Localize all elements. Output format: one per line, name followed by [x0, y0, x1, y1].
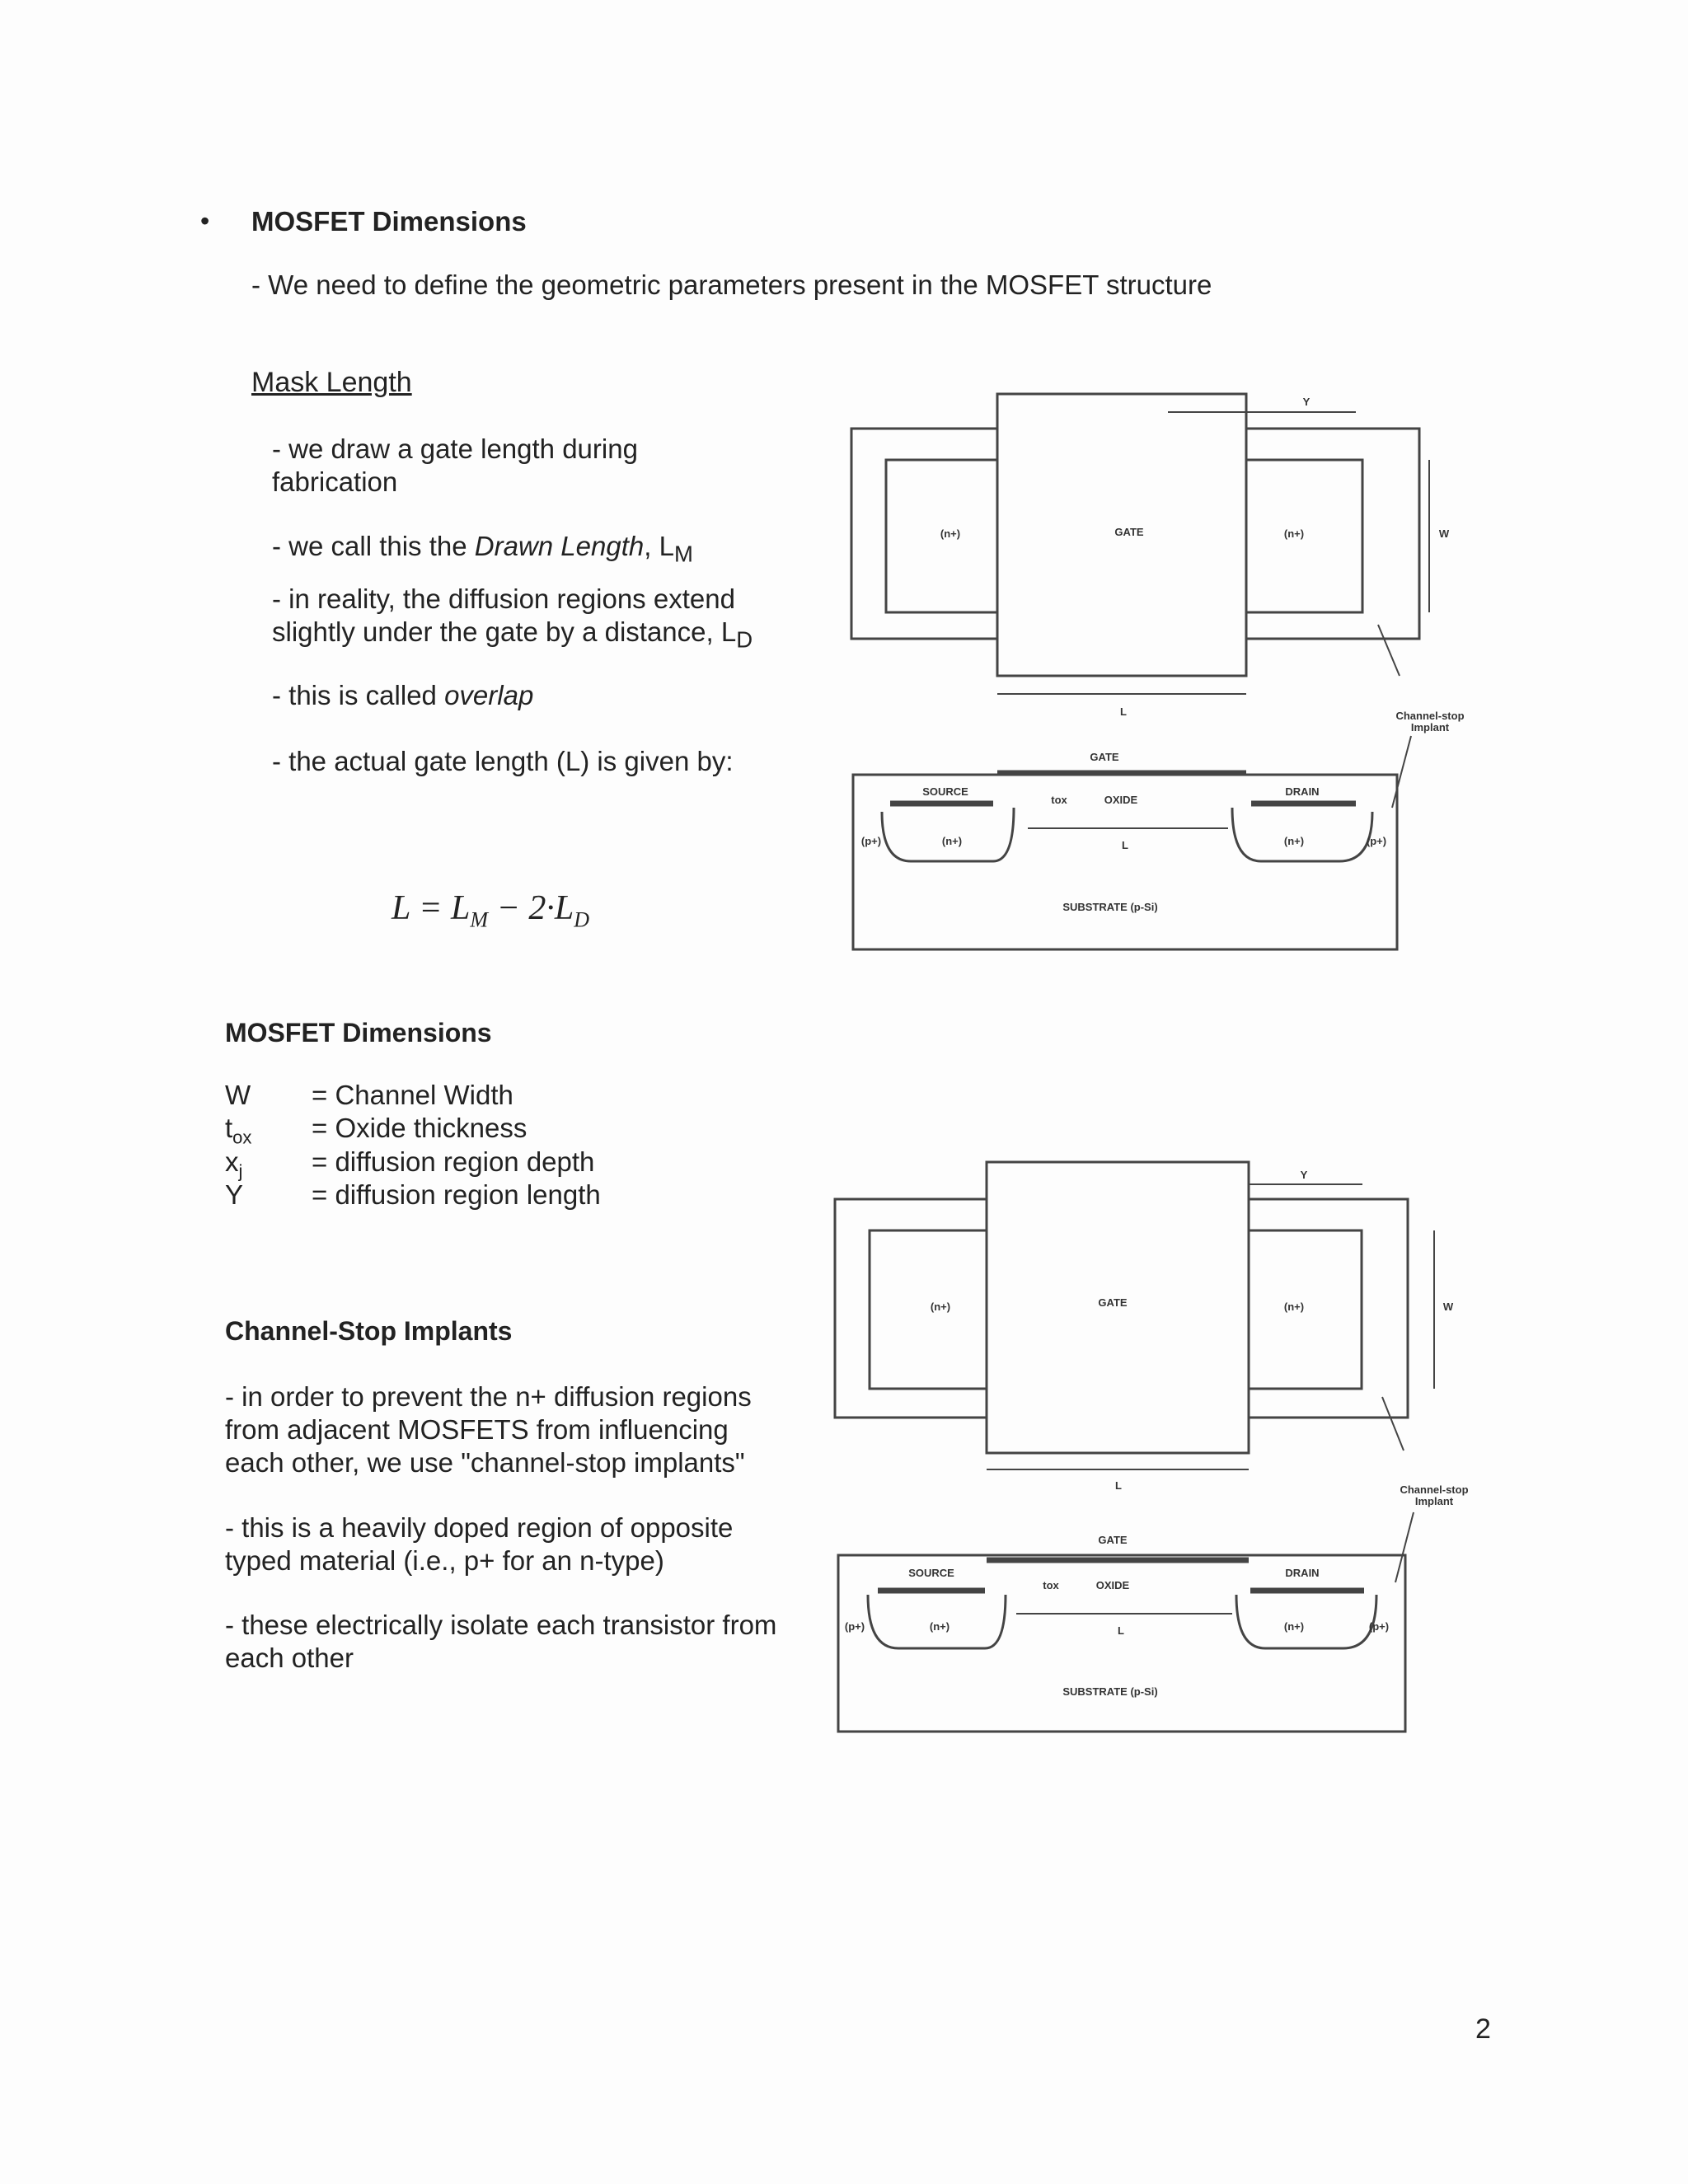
svg-text:L: L	[1115, 1479, 1122, 1492]
mask-length-item-4: - this is called overlap	[272, 680, 534, 710]
svg-text:W: W	[1438, 527, 1450, 540]
svg-text:W: W	[1442, 1301, 1454, 1313]
svg-text:(n+): (n+)	[930, 1301, 951, 1313]
dimensions-title: MOSFET Dimensions	[225, 1018, 492, 1047]
bullet-marker: •	[200, 206, 210, 236]
svg-text:(n+): (n+)	[1283, 835, 1305, 847]
svg-text:tox: tox	[1051, 794, 1067, 806]
svg-text:(p+): (p+)	[1366, 835, 1387, 847]
svg-text:L: L	[1120, 705, 1127, 718]
svg-text:(n+): (n+)	[941, 835, 963, 847]
channel-stop-title: Channel-Stop Implants	[225, 1316, 513, 1346]
svg-text:GATE: GATE	[1090, 751, 1119, 763]
svg-text:GATE: GATE	[1114, 526, 1144, 538]
svg-text:Channel-stop: Channel-stop	[1395, 710, 1465, 722]
mask-length-item-3: - in reality, the diffusion regions extend slightly under the gate by a distance, $L_D$	[272, 583, 753, 653]
dimension-row: W = Channel Width	[225, 1080, 513, 1110]
svg-text:(n+): (n+)	[1283, 1301, 1305, 1313]
dimension-row: $x_j$ = diffusion region depth	[225, 1146, 595, 1182]
svg-text:tox: tox	[1043, 1579, 1059, 1591]
svg-text:(n+): (n+)	[929, 1620, 950, 1633]
channel-stop-item-2: - this is a heavily doped region of opposite typed material (i.e., p+ for an n-type)	[225, 1512, 734, 1576]
svg-text:(p+): (p+)	[844, 1620, 865, 1633]
page-number: 2	[1475, 2013, 1491, 2045]
svg-text:(p+): (p+)	[1368, 1620, 1390, 1633]
svg-text:L: L	[1118, 1624, 1124, 1637]
mask-length-title: Mask Length	[251, 367, 412, 398]
dimension-row: $t_{ox}$ = Oxide thickness	[225, 1113, 528, 1148]
svg-text:(n+): (n+)	[1283, 527, 1305, 540]
svg-text:OXIDE: OXIDE	[1104, 794, 1138, 806]
svg-text:Y: Y	[1300, 1169, 1308, 1181]
dimension-row: Y = diffusion region length	[225, 1179, 601, 1210]
mosfet-diagram-top	[845, 379, 1471, 956]
mask-length-item-5: - the actual gate length (L) is given by:	[272, 746, 734, 776]
svg-text:SOURCE: SOURCE	[922, 785, 968, 798]
svg-text:DRAIN: DRAIN	[1285, 785, 1320, 798]
mosfet-diagram-bottom	[828, 1158, 1479, 1735]
channel-stop-item-1: - in order to prevent the n+ diffusion regions from adjacent MOSFETS from influencing each other, we use "channel-stop implants"	[225, 1381, 752, 1478]
svg-text:(n+): (n+)	[940, 527, 961, 540]
intro-text: - We need to define the geometric parameters present in the MOSFET structure	[251, 269, 1212, 300]
svg-text:SUBSTRATE (p-Si): SUBSTRATE (p-Si)	[1062, 1685, 1158, 1698]
mask-length-item-2: - we call this the Drawn Length, $L_M$	[272, 531, 693, 567]
svg-text:Implant: Implant	[1414, 1495, 1454, 1507]
svg-text:OXIDE: OXIDE	[1095, 1579, 1130, 1591]
svg-text:Y: Y	[1302, 396, 1311, 408]
svg-text:L: L	[1122, 839, 1128, 851]
svg-text:DRAIN: DRAIN	[1285, 1567, 1320, 1579]
svg-text:SUBSTRATE (p-Si): SUBSTRATE (p-Si)	[1062, 901, 1158, 913]
svg-text:Channel-stop: Channel-stop	[1400, 1483, 1469, 1496]
section-title: MOSFET Dimensions	[251, 206, 527, 237]
channel-stop-item-3: - these electrically isolate each transistor from each other	[225, 1610, 777, 1673]
svg-text:Implant: Implant	[1410, 721, 1450, 733]
mask-length-item-1: - we draw a gate length during fabrication	[272, 434, 638, 497]
gate-length-formula: $L = L_M - 2\cdot L_D$	[392, 889, 589, 932]
svg-text:GATE: GATE	[1098, 1534, 1128, 1546]
svg-text:GATE: GATE	[1098, 1296, 1128, 1309]
svg-text:(n+): (n+)	[1283, 1620, 1305, 1633]
svg-text:(p+): (p+)	[860, 835, 882, 847]
svg-text:SOURCE: SOURCE	[908, 1567, 954, 1579]
